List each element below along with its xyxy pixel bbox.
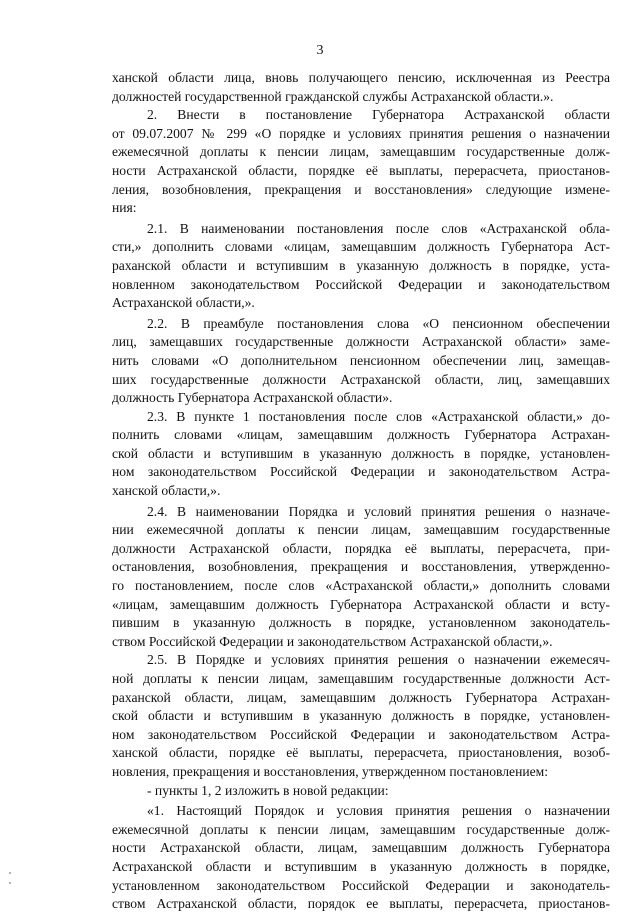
text-line: остановления, возобновления, прекращения и восстановления, утвержденно- [112,559,610,575]
document-body [112,69,610,914]
text-line: го постановлением, после слов «Астраханской области,» дополнить словами [112,578,610,594]
text-line: ших государственные должности Астраханской области, лиц, замещавших [112,371,610,387]
text-line: ханской области,». [112,483,221,499]
text-line: ления, возобновления, прекращения и восстановления» следующие измене- [112,181,610,197]
text-line: от 09.07.2007 № 299 «О порядке и условиях принятия решения о назначении [112,125,610,141]
scan-speck [9,872,11,874]
text-line: ежемесячной доплаты к пенсии лицам, замещавшим государственные долж- [112,144,610,160]
text-line: новленном законодательством Российской Федерации и законодательством [112,276,610,292]
text-line: ния: [112,200,137,216]
scan-speck [9,882,11,884]
text-line: ности Астраханской области, порядке её выплаты, перерасчета, приостанов- [112,162,610,178]
text-line: пившим в указанную должность в порядке, установленном законодатель- [112,615,610,631]
text-line: раханской области, лицам, замещавшим должность Губернатора Астрахан- [112,689,610,705]
text-line: ности Астраханской области, лицам, замещавшим должность Губернатора [112,840,610,856]
text-line: раханской области и вступившим в указанную должность в порядке, уста- [112,257,610,273]
text-line: ской области и вступившим в указанную должность в порядке, установлен- [112,445,610,461]
text-line: 2.4. В наименовании Порядка и условий принятия решения о назначе- [147,503,610,519]
text-line: лиц, замещавших государственные должности Астраханской области» заме- [112,334,610,350]
text-line: ханской области, порядке её выплаты, перерасчета, приостановления, возоб- [112,745,610,761]
text-line: 2.3. В пункте 1 постановления после слов «Астраханской области,» до- [147,408,610,424]
text-line: ством Российской Федерации и законодательством Астраханской области,». [112,633,553,649]
text-line: сти,» дополнить словами «лицам, замещавшим должность Губернатора Аст- [112,239,610,255]
text-line: ежемесячной доплаты к пенсии лицам, замещавшим государственные долж- [112,821,610,837]
text-line: должности Астраханской области, порядка её выплаты, перерасчета, при- [112,540,610,556]
text-line: должность Губернатора Астраханской области». [112,390,393,406]
text-line: ской области и вступившим в указанную должность в порядке, установлен- [112,708,610,724]
text-line: новления, прекращения и восстановления, утвержденном постановлением: [112,763,549,779]
text-line: Астраханской области,». [112,295,255,311]
text-line: - пункты 1, 2 изложить в новой редакции: [147,782,389,798]
text-line: ной доплаты к пенсии лицам, замещавшим государственные должности Аст- [112,671,610,686]
text-line: ном законодательством Российской Федерации и законодательством Астра- [112,464,610,480]
text-line: ном законодательством Российской Федерации и законодательством Астра- [112,726,610,742]
page-number: 3 [316,43,324,58]
text-line: ством Астраханской области, порядок ее выплаты, перерасчета, приостанов- [112,896,610,912]
text-line: нить словами «О дополнительном пенсионном обеспечении лиц, замещав- [112,352,610,368]
text-line: установленном законодательством Российской Федерации и законодатель- [112,877,610,893]
text-line: нии ежемесячной доплаты к пенсии лицам, замещавшим государственные [112,522,610,538]
text-line: 2. Внести в постановление Губернатора Астраханской области [147,107,610,123]
text-line: должностей государственной гражданской службы Астраханской области.». [112,88,554,104]
text-line: ханской области лица, вновь получающего пенсию, исключенная из Реестра [112,70,610,85]
text-line: 2.1. В наименовании постановления после слов «Астраханской обла- [147,220,610,236]
text-line: 2.5. В Порядке и условиях принятия решения о назначении ежемесяч- [147,652,610,668]
text-line: 2.2. В преамбуле постановления слова «О пенсионном обеспечении [147,315,610,331]
text-line: Астраханской области и вступившим в указанную должность в порядке, [112,858,610,874]
text-line: «1. Настоящий Порядок и условия принятия решения о назначении [147,803,610,819]
text-line: «лицам, замещавшим должность Губернатора Астраханской области и всту- [112,596,610,612]
text-line: полнить словами «лицам, замещавшим должность Губернатора Астрахан- [112,427,610,443]
